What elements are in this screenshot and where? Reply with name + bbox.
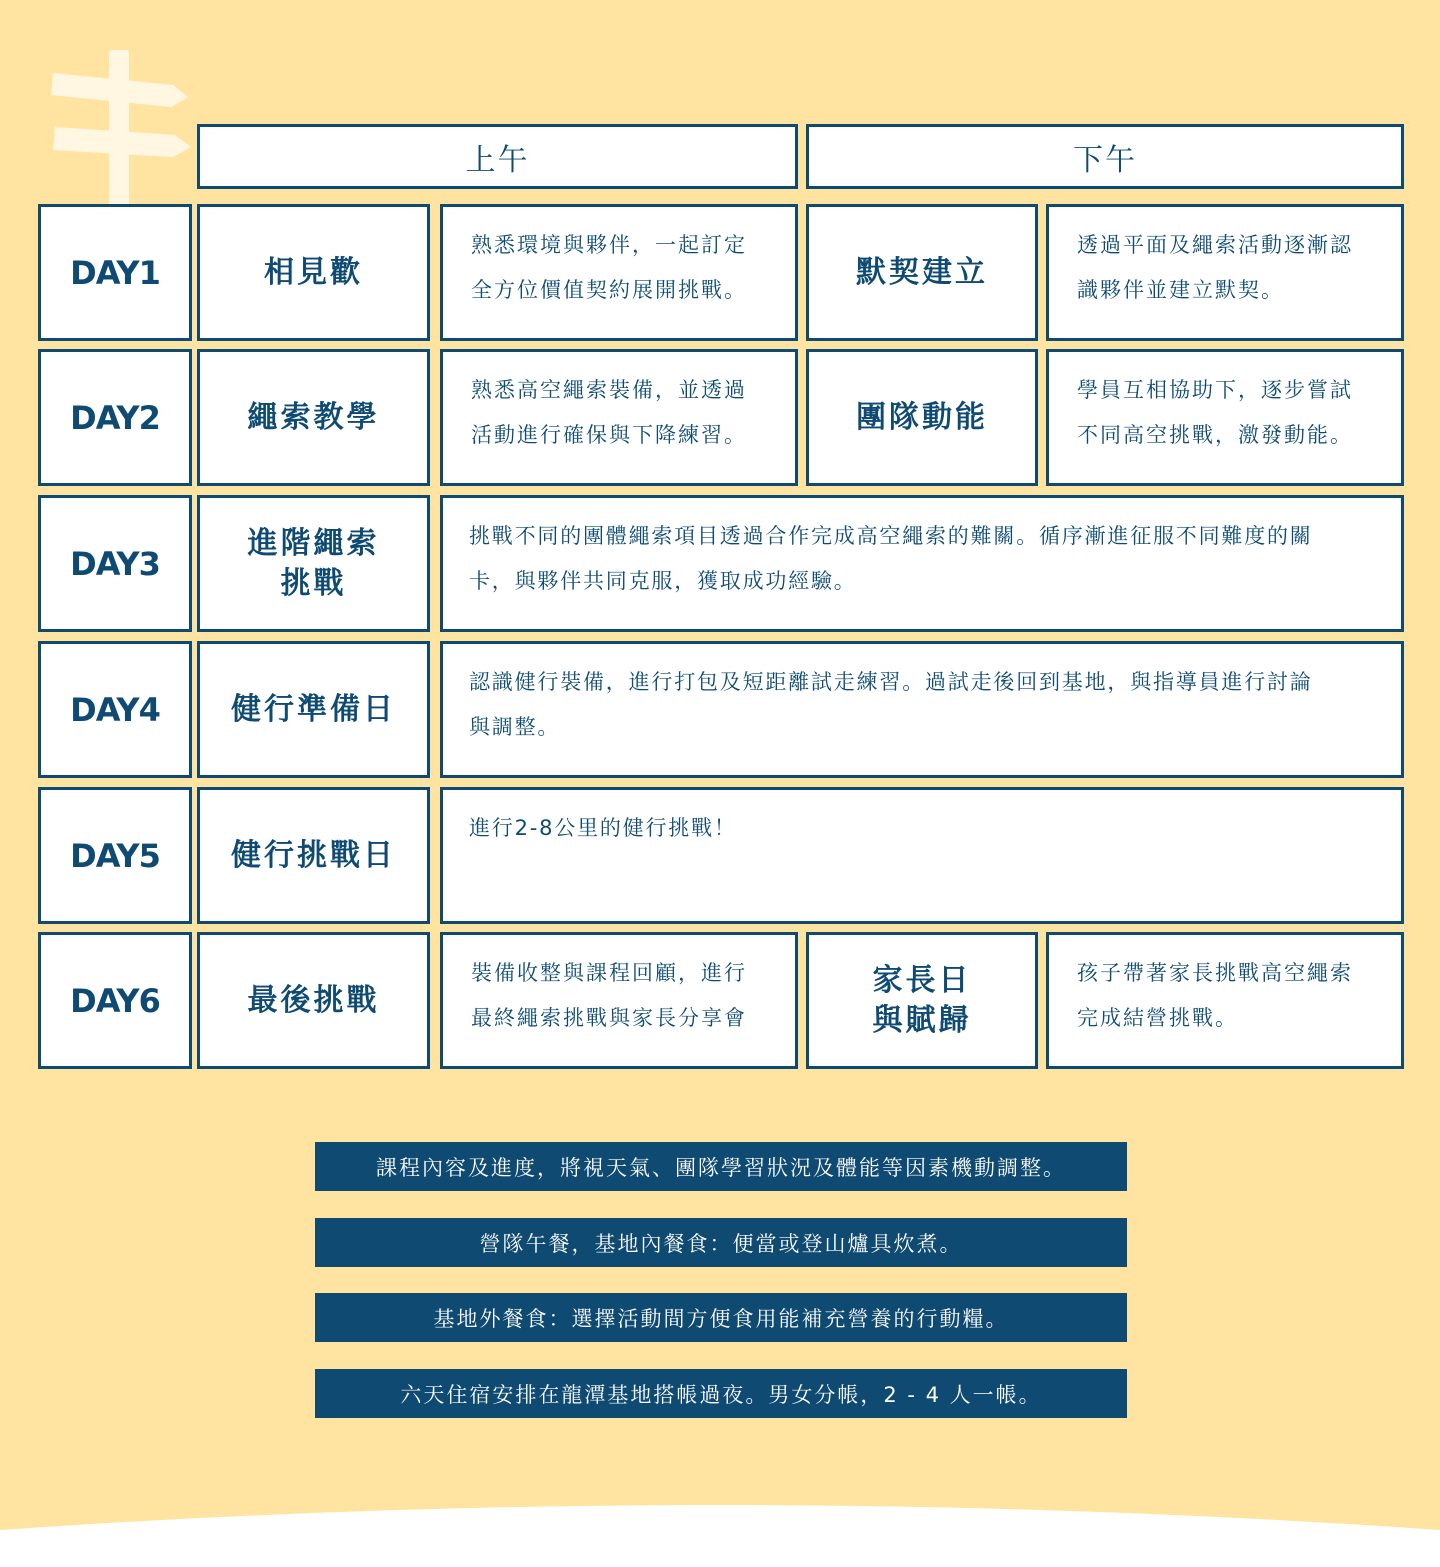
day-title: 健行準備日: [231, 691, 396, 727]
header-morning: [197, 124, 798, 189]
day-label: DAY3: [70, 544, 160, 583]
day-label-cell: [38, 932, 192, 1069]
day-label-cell: [38, 495, 192, 632]
day-title-cell: [197, 204, 430, 341]
day-label: DAY1: [70, 253, 160, 292]
morning-description: 熟悉高空繩索裝備，並透過 活動進行確保與下降練習。: [440, 349, 798, 486]
afternoon-description: 孩子帶著家長挑戰高空繩索 完成結營挑戰。: [1046, 932, 1404, 1069]
day-label-cell: [38, 204, 192, 341]
day-label: DAY5: [70, 836, 160, 875]
day-title-cell: [197, 349, 430, 486]
full-day-description: 挑戰不同的團體繩索項目透過合作完成高空繩索的難關。循序漸進征服不同難度的關 卡，與夥伴共同克服，獲取成功經驗。: [440, 495, 1404, 632]
day-label: DAY6: [70, 981, 160, 1020]
afternoon-description: 透過平面及繩索活動逐漸認 識夥伴並建立默契。: [1046, 204, 1404, 341]
day-label-cell: [38, 787, 192, 924]
day-title: 最後挑戰: [247, 982, 380, 1018]
day-title-cell: [197, 641, 430, 778]
day-title: 進階繩索 挑戰: [247, 525, 380, 601]
morning-description: 裝備收整與課程回顧，進行 最終繩索挑戰與家長分享會: [440, 932, 798, 1069]
header-afternoon: [806, 124, 1404, 189]
day-title: 繩索教學: [247, 399, 380, 435]
day-label: DAY2: [70, 398, 160, 437]
afternoon-title-cell: [806, 204, 1038, 341]
full-day-description: 進行2-8公里的健行挑戰！: [440, 787, 1404, 924]
morning-description: 熟悉環境與夥伴，一起訂定 全方位價值契約展開挑戰。: [440, 204, 798, 341]
afternoon-title: 團隊動能: [856, 399, 988, 435]
signpost-icon: [45, 45, 205, 215]
day-title: 相見歡: [264, 254, 363, 290]
day-label-cell: [38, 641, 192, 778]
afternoon-description: 學員互相協助下，逐步嘗試 不同高空挑戰，激發動能。: [1046, 349, 1404, 486]
note-bar: 營隊午餐，基地內餐食：便當或登山爐具炊煮。: [315, 1218, 1127, 1267]
afternoon-title: 默契建立: [856, 254, 988, 290]
afternoon-title-cell: [806, 349, 1038, 486]
header-morning-label: 上午: [465, 142, 530, 178]
full-day-description: 認識健行裝備，進行打包及短距離試走練習。過試走後回到基地，與指導員進行討論 與調整。: [440, 641, 1404, 778]
note-bar: 六天住宿安排在龍潭基地搭帳過夜。男女分帳，2 - 4 人一帳。: [315, 1369, 1127, 1418]
day-label-cell: [38, 349, 192, 486]
day-title-cell: [197, 495, 430, 632]
afternoon-title: 家長日 與賦歸: [872, 962, 972, 1038]
header-afternoon-label: 下午: [1073, 142, 1137, 178]
day-title: 健行挑戰日: [231, 837, 396, 873]
bottom-wave: [0, 1500, 1440, 1567]
note-bar: 基地外餐食：選擇活動間方便食用能補充營養的行動糧。: [315, 1293, 1127, 1342]
note-bar: 課程內容及進度，將視天氣、團隊學習狀況及體能等因素機動調整。: [315, 1142, 1127, 1191]
afternoon-title-cell: [806, 932, 1038, 1069]
day-label: DAY4: [70, 690, 160, 729]
day-title-cell: [197, 932, 430, 1069]
day-title-cell: [197, 787, 430, 924]
